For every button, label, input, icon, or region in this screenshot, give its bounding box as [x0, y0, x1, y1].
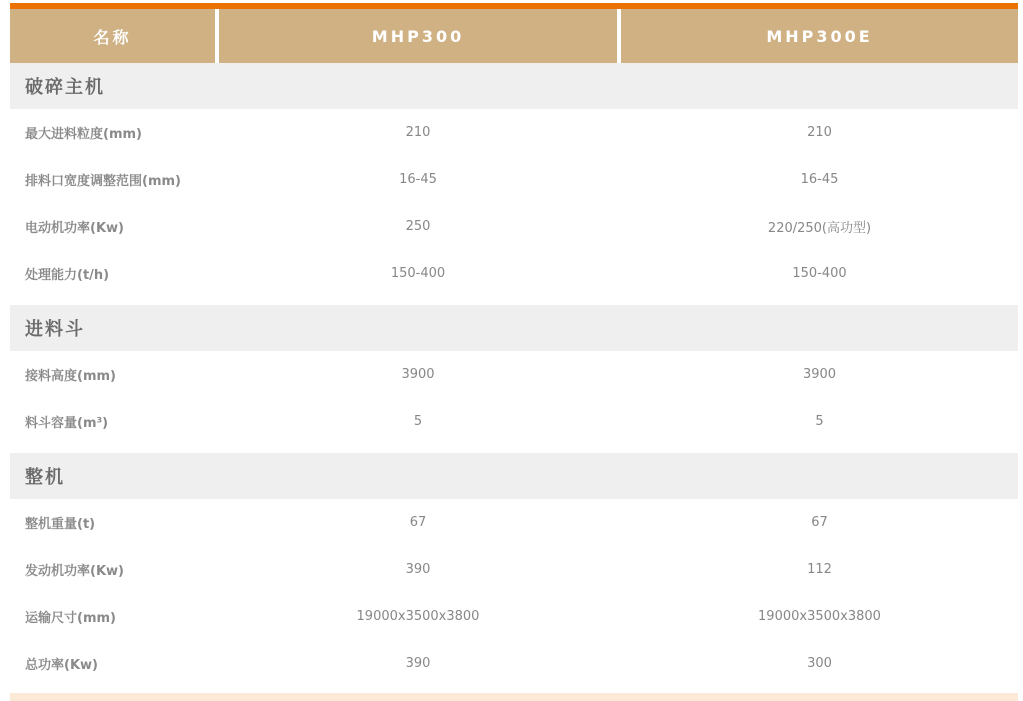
- sections: [10, 63, 1018, 687]
- spec-value-mhp300e: 210: [807, 125, 832, 140]
- section-band: [10, 63, 1018, 109]
- spec-label: 运输尺寸(mm): [25, 611, 116, 626]
- spec-label: 发动机功率(Kw): [25, 564, 124, 579]
- table-row: [10, 351, 1018, 398]
- table-row: [10, 398, 1018, 445]
- spec-value-mhp300: 19000x3500x3800: [356, 609, 480, 624]
- spec-value-mhp300: 390: [405, 562, 431, 577]
- table-row: [10, 156, 1018, 203]
- spec-value-mhp300e: 300: [807, 656, 832, 671]
- spec-label: 总功率(Kw): [25, 658, 98, 673]
- spec-value-mhp300e: 150-400: [792, 266, 847, 281]
- spec-value-mhp300e: 3900: [802, 367, 837, 382]
- spec-value-mhp300e: 16-45: [800, 172, 839, 187]
- header-cell-mhp300e: MHP300E: [621, 9, 1018, 63]
- spec-label: 处理能力(t/h): [25, 268, 110, 283]
- table-header-row: [10, 9, 1018, 63]
- table-row: [10, 109, 1018, 156]
- section-title: 破碎主机: [25, 77, 105, 98]
- spec-table: [10, 3, 1018, 701]
- spec-value-mhp300: 150-400: [390, 266, 446, 281]
- spec-label: 排料口宽度调整范围(mm): [25, 174, 181, 189]
- spec-value-mhp300: 16-45: [399, 172, 437, 187]
- spec-label: 电动机功率(Kw): [25, 221, 124, 236]
- table-row: [10, 593, 1018, 640]
- table-row: [10, 250, 1018, 297]
- section-title: 整机: [25, 467, 65, 488]
- spec-value-mhp300e: 5: [815, 414, 824, 429]
- spec-value-mhp300: 210: [405, 125, 431, 140]
- header-cell-name: 名称: [10, 9, 215, 63]
- section-band: [10, 305, 1018, 351]
- spec-label: 料斗容量(m³): [25, 416, 109, 431]
- spec-value-mhp300e: 67: [811, 515, 828, 530]
- table-row: [10, 640, 1018, 687]
- spec-label: 整机重量(t): [25, 517, 96, 532]
- spec-value-mhp300: 250: [405, 219, 431, 234]
- spec-value-mhp300e: 19000x3500x3800: [758, 609, 881, 624]
- bottom-accent-strip: [10, 693, 1018, 701]
- section-title: 进料斗: [25, 319, 85, 340]
- spec-value-mhp300e: 112: [807, 562, 832, 577]
- header-cell-mhp300: MHP300: [219, 9, 617, 63]
- table-row: [10, 499, 1018, 546]
- spec-value-mhp300e: 220/250(高功型): [767, 221, 872, 236]
- spec-value-mhp300: 3900: [401, 367, 435, 382]
- spec-value-mhp300: 67: [409, 515, 427, 530]
- spec-label: 最大进料粒度(mm): [25, 127, 142, 142]
- spec-label: 接料高度(mm): [25, 369, 116, 384]
- table-row: [10, 203, 1018, 250]
- spec-value-mhp300: 5: [413, 414, 423, 429]
- section-band: [10, 453, 1018, 499]
- table-row: [10, 546, 1018, 593]
- spec-value-mhp300: 390: [405, 656, 431, 671]
